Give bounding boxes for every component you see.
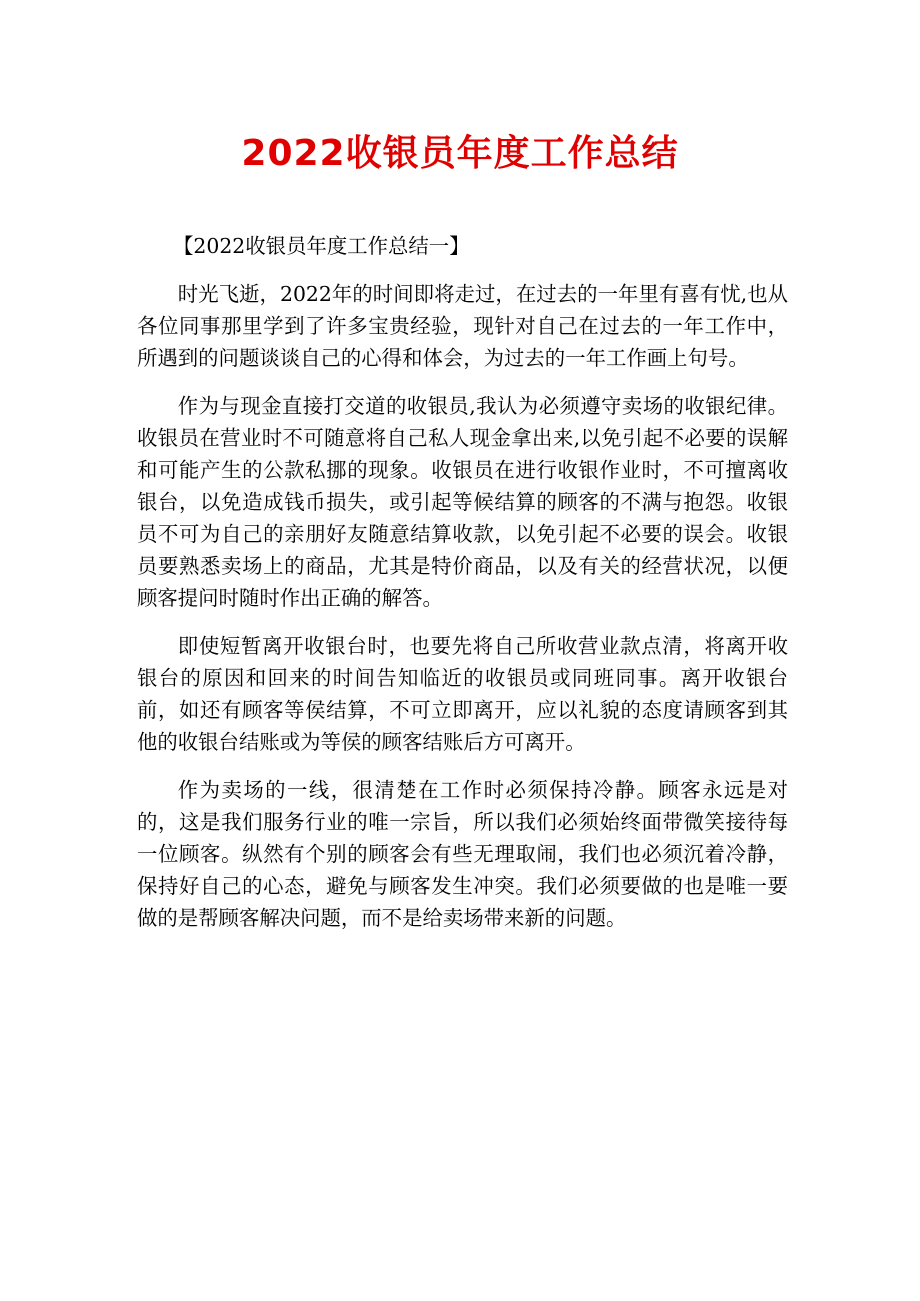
paragraph-1: 时光飞逝，2022年的时间即将走过，在过去的一年里有喜有忧,也从各位同事那里学到了许多宝贵经验，现针对自己在过去的一年工作中，所遇到的问题谈谈自己的心得和体会，为过去的一年工作画上句号。 — [137, 282, 788, 370]
document-body — [137, 230, 788, 950]
paragraph-2: 作为与现金直接打交道的收银员,我认为必须遵守卖场的收银纪律。收银员在营业时不可随意将自己私人现金拿出来,以免引起不必要的误解和可能产生的公款私挪的现象。收银员在进行收银作业时，不可擅离收银台，以免造成钱币损失，或引起等候结算的顾客的不满与抱怨。收银员不可为自己的亲朋好友随意结算收款，以免引起不必要的误会。收银员要熟悉卖场上的商品，尤其是特价商品，以及有关的经营状况，以便顾客提问时随时作出正确的解答。 — [137, 394, 788, 610]
paragraph-3: 即使短暂离开收银台时，也要先将自己所收营业款点清，将离开收银台的原因和回来的时间告知临近的收银员或同班同事。离开收银台前，如还有顾客等侯结算，不可立即离开，应以礼貌的态度请顾客到其他的收银台结账或为等侯的顾客结账后方可离开。 — [137, 634, 788, 754]
section-heading: 【2022收银员年度工作总结一】 — [173, 234, 470, 258]
document-title: 2022收银员年度工作总结 — [241, 133, 679, 174]
paragraph-4: 作为卖场的一线，很清楚在工作时必须保持冷静。顾客永远是对的，这是我们服务行业的唯一宗旨，所以我们必须始终面带微笑接待每一位顾客。纵然有个别的顾客会有些无理取闹，我们也必须沉着冷静，保持好自己的心态，避免与顾客发生冲突。我们必须要做的也是唯一要做的是帮顾客解决问题，而不是给卖场带来新的问题。 — [137, 778, 788, 930]
